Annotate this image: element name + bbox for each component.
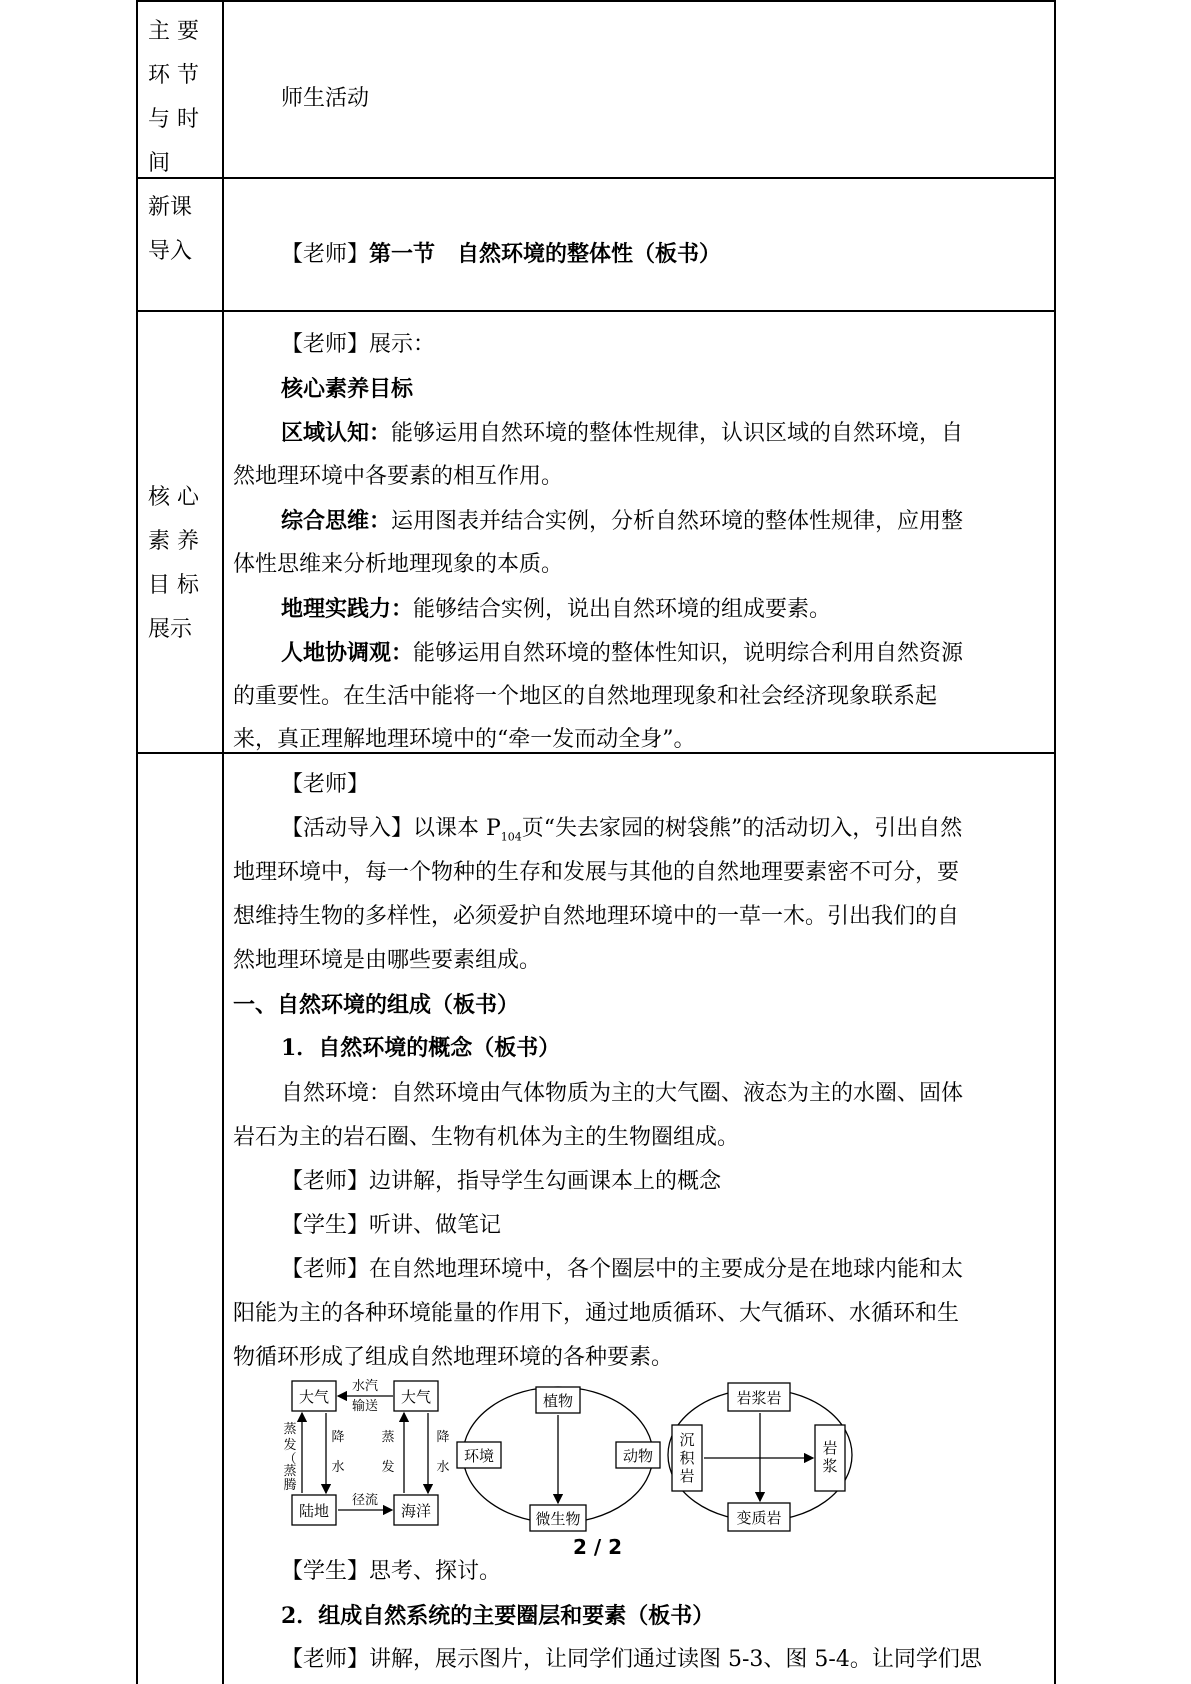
b-env: 环境 — [463, 1447, 495, 1465]
table-border-left — [136, 0, 138, 1684]
table-divider-col — [222, 0, 224, 1684]
r3-l1: 【老师】 — [281, 772, 370, 797]
header-text: 师生活动 — [281, 86, 370, 111]
r2-l10: 来，真正理解地理环境中的“牵一发而动全身”。 — [233, 727, 696, 752]
lesson-title: 【老师】第一节 自然环境的整体性（板书） — [281, 241, 722, 267]
r3-l4: 想维持生物的多样性，必须爱护自然地理环境中的一草一木。引出我们的自 — [233, 904, 960, 929]
r3-l2: 【活动导入】以课本 $P_{104}$页“失去家园的树袋熊”的活动切入，引出自然 — [281, 816, 963, 844]
r2-l5: 综合思维：运用图表并结合实例，分析自然环境的整体性规律，应用整 — [281, 508, 964, 534]
row-divider-1 — [136, 177, 1056, 179]
r2-l7: 地理实践力：能够结合实例，说出自然环境的组成要素。 — [281, 596, 832, 622]
svg-text:岩: 岩 — [679, 1467, 695, 1485]
col1-header: 主 要 环 节 与 时 间 — [148, 19, 199, 176]
r3-l12: 物循环形成了组成自然地理环境的各种要素。 — [233, 1345, 674, 1370]
r3-h1: 一、自然环境的组成（板书） — [233, 992, 520, 1018]
r-meta: 变质岩 — [736, 1509, 782, 1527]
w-vapor2: 输送 — [351, 1399, 379, 1414]
svg-text:岩: 岩 — [822, 1439, 838, 1457]
b-animal: 动物 — [622, 1447, 654, 1465]
r3-l3: 地理环境中，每一个物种的生存和发展与其他的自然地理要素密不可分，要 — [233, 860, 960, 885]
r2-l4: 然地理环境中各要素的相互作用。 — [233, 464, 564, 489]
svg-text:蒸: 蒸 — [381, 1430, 395, 1445]
r-magmatic: 岩浆岩 — [736, 1389, 782, 1407]
r3-l8: 【老师】边讲解，指导学生勾画课本上的概念 — [281, 1169, 722, 1194]
r3-h3: 2．组成自然系统的主要圈层和要素（板书） — [281, 1603, 715, 1629]
w-land: 陆地 — [298, 1502, 330, 1520]
b-micro: 微生物 — [535, 1510, 581, 1528]
table-border-top — [136, 0, 1056, 2]
row-divider-2 — [136, 310, 1056, 312]
col1-row2: 核 心 素 养 目 标 展示 — [148, 485, 199, 642]
r3-l7: 岩石为主的岩石圈、生物有机体为主的生物圈组成。 — [233, 1125, 740, 1150]
table-border-right — [1054, 0, 1056, 1684]
r3-l6: 自然环境：自然环境由气体物质为主的大气圈、液态为主的水圈、固体 — [281, 1081, 964, 1106]
r2-l3: 区域认知：能够运用自然环境的整体性规律，认识区域的自然环境，自 — [281, 420, 964, 446]
svg-text:发: 发 — [283, 1438, 297, 1453]
svg-text:蒸: 蒸 — [283, 1464, 297, 1479]
r2-l2: 核心素养目标 — [281, 376, 414, 402]
r2-l1: 【老师】展示： — [281, 332, 436, 357]
col1-row1: 新课 导入 — [148, 195, 193, 264]
w-atm2: 大气 — [400, 1388, 432, 1406]
r3-l13: 【学生】思考、探讨。 — [281, 1559, 502, 1584]
svg-text:发: 发 — [381, 1460, 395, 1475]
svg-text:沉: 沉 — [679, 1431, 695, 1449]
svg-text:腾: 腾 — [283, 1478, 297, 1493]
r3-l14: 【老师】讲解，展示图片，让同学们通过读图 5-3、图 5-4。让同学们思 — [281, 1647, 982, 1672]
r3-l5: 然地理环境是由哪些要素组成。 — [233, 948, 542, 973]
r2-l8: 人地协调观：能够运用自然环境的整体性知识，说明综合利用自然资源 — [281, 640, 964, 666]
w-atm1: 大气 — [298, 1388, 330, 1406]
page-number: 2 / 2 — [573, 1535, 623, 1559]
b-plant: 植物 — [542, 1392, 574, 1410]
r2-l6: 体性思维来分析地理现象的本质。 — [233, 552, 564, 577]
svg-text:（: （ — [283, 1452, 297, 1467]
r3-l10: 【老师】在自然地理环境中，各个圈层中的主要成分是在地球内能和太 — [281, 1257, 964, 1282]
svg-text:浆: 浆 — [822, 1457, 838, 1475]
svg-text:蒸: 蒸 — [283, 1422, 297, 1437]
svg-text:水: 水 — [436, 1460, 450, 1475]
svg-text:降: 降 — [436, 1430, 450, 1445]
svg-text:降: 降 — [331, 1430, 345, 1445]
r3-l9: 【学生】听讲、做笔记 — [281, 1213, 502, 1238]
w-runoff: 径流 — [351, 1493, 379, 1508]
cycle-diagrams — [280, 1375, 860, 1535]
w-ocean: 海洋 — [400, 1502, 432, 1520]
r3-l11: 阳能为主的各种环境能量的作用下，通过地质循环、大气循环、水循环和生 — [233, 1301, 960, 1326]
r3-h2: 1．自然环境的概念（板书） — [281, 1035, 561, 1061]
w-vapor1: 水汽 — [351, 1379, 379, 1394]
r2-l9: 的重要性。在生活中能将一个地区的自然地理现象和社会经济现象联系起 — [233, 684, 938, 709]
svg-text:水: 水 — [331, 1460, 345, 1475]
svg-text:积: 积 — [679, 1449, 695, 1467]
